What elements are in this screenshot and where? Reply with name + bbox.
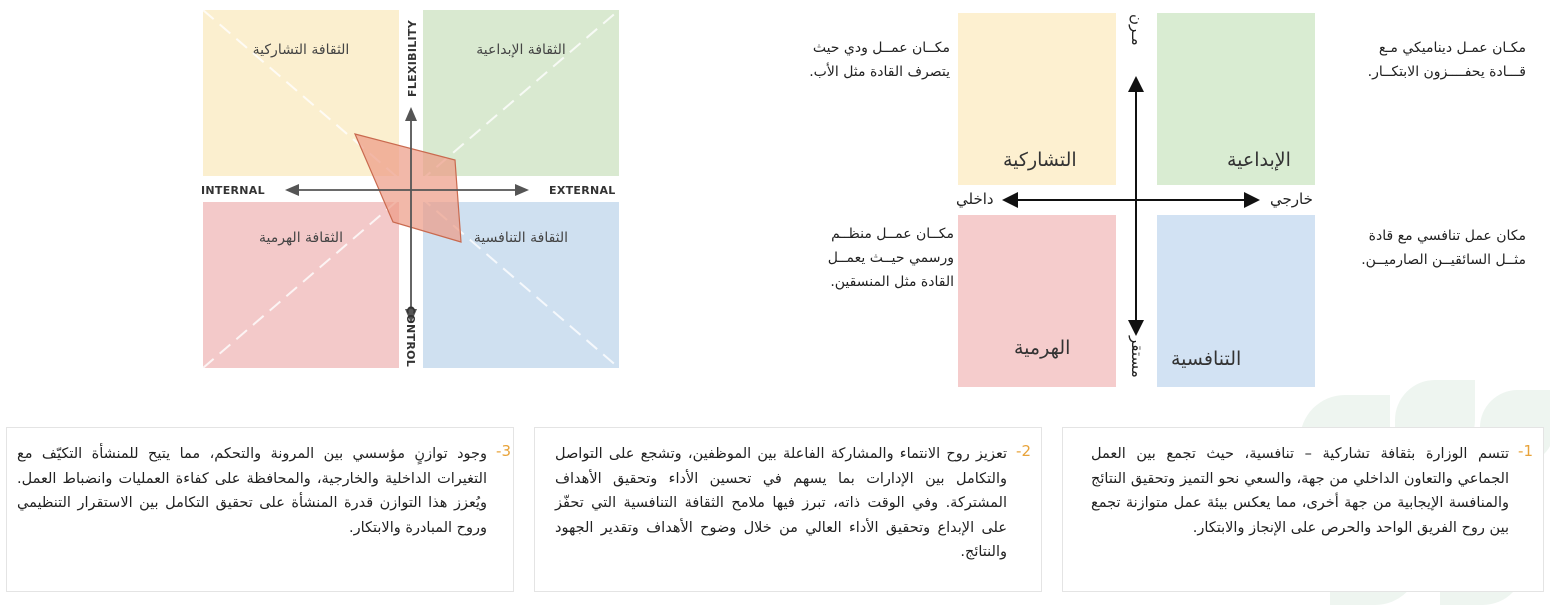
description-hierarchical: مكــان عمــل منظــم ورسمي حيــث يعمــل القادة مثل المنسقين. (827, 226, 954, 290)
point-text: وجود توازنٍ مؤسسي بين المرونة والتحكم، مما يتيح للمنشأة التكيّف مع التغيرات الداخلية والخارجية، والمحافظة على كفاءة العمليات وانضباط العمل. ويُعزز هذا التوازن قدرة المنشأة على تحقيق التكامل بين الاستقرار التنظيمي وروح المبادرة والابتكار. (17, 446, 487, 536)
axis-label-flexibility: FLEXIBILITY (406, 20, 419, 97)
axis-label-stable: مستقر (1128, 336, 1146, 378)
point-box-3 (6, 427, 514, 592)
quadrant-label: الثقافة التنافسية (473, 230, 569, 246)
point-box-1 (1062, 427, 1544, 592)
axis-label-control: CONTROL (404, 306, 417, 368)
point-number: 3- (496, 442, 511, 460)
description-competitive: مكان عمل تنافسي مع قادة مثــل السائقيــن الصارميــن. (1361, 228, 1526, 268)
axis-label-external-ar: خارجي (1270, 190, 1313, 208)
axis-label-internal: INTERNAL (201, 184, 265, 197)
point-text: تتسم الوزارة بثقافة تشاركية – تنافسية، حيث تجمع بين العمل الجماعي والتعاون الداخلي من جهة، والسعي نحو التميز وتحقيق النتائج والمنافسة الإيجابية من جهة أخرى، مما يعكس بيئة عمل متوازنة تجمع بين روح الفريق الواحد والحرص على الإنجاز والابتكار. (1091, 446, 1509, 536)
point-box-2 (534, 427, 1042, 592)
culture-diagram-english-axes (203, 10, 619, 368)
quadrant-label: الهرمية (1014, 337, 1071, 359)
quadrant-label: الثقافة التشاركية (252, 42, 350, 58)
point-number: 2- (1016, 442, 1031, 460)
point-text: تعزيز روح الانتماء والمشاركة الفاعلة بين الموظفين، وتشجع على التواصل والتكامل بين الإدارات بما يسهم في تحسين الأداء وتحقيق الأهداف المشتركة. وفي الوقت ذاته، تبرز فيها ملامح الثقافة التنافسية التي تحفّز على الإبداع وتحقيق الأداء العالي من خلال وضوح الأهداف وتقدير الجهود والنتائج. (555, 446, 1007, 560)
quadrant-label: الثقافة الإبداعية (476, 42, 566, 58)
point-number: 1- (1518, 442, 1533, 460)
quadrant-label: التشاركية (1003, 149, 1077, 171)
axis-label-external: EXTERNAL (549, 184, 616, 197)
quadrant-label: التنافسية (1171, 348, 1242, 370)
axis-label-internal-ar: داخلي (956, 190, 994, 208)
axis-label-flexible: مـرن (1128, 14, 1146, 46)
quadrant-label: الثقافة الهرمية (259, 230, 343, 246)
culture-profile-polygon (355, 134, 461, 242)
description-creative: مكـان عمـل ديناميكي مـع قـــادة يحفــــزون الابتكــار. (1367, 40, 1526, 80)
description-participative: مكــان عمــل ودي حيث يتصرف القادة مثل الأب. (809, 40, 950, 80)
quadrant-label: الإبداعية (1227, 149, 1291, 171)
right-axes (976, 10, 1296, 390)
